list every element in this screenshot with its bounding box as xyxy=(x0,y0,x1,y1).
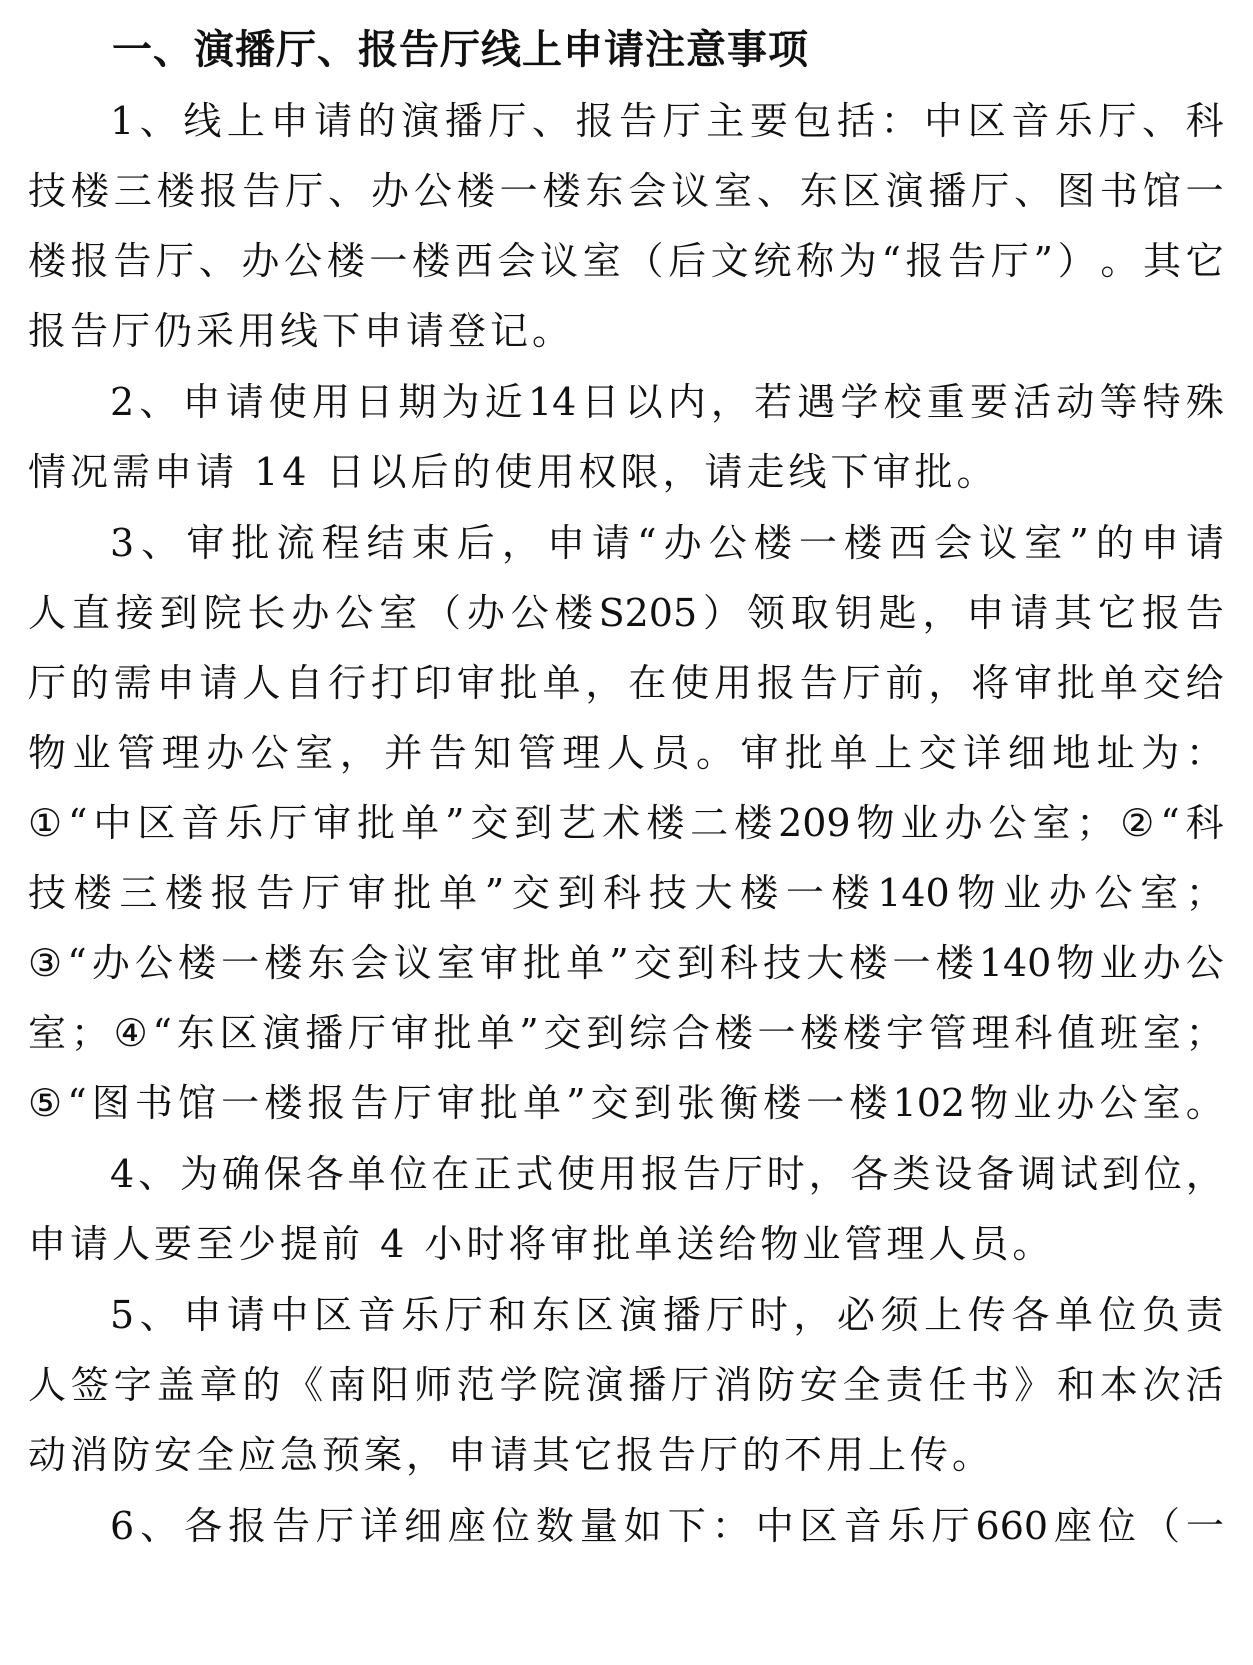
paragraph-line: 楼 报 告 厅 、 办 公 楼 一 楼 西 会 议 室 （ 后 文 统 称 为 “ 报 告 厅 ” ） 。 其 它 xyxy=(28,239,1224,283)
paragraph-line: 3 、 审 批 流 程 结 束 后 ， 申 请 “ 办 公 楼 一 楼 西 会 议 室 ” 的 申 请 xyxy=(110,521,1224,565)
paragraph-line: 厅 的 需 申 请 人 自 行 打 印 审 批 单 ， 在 使 用 报 告 厅 前 ， 将 审 批 单 交 给 xyxy=(28,661,1224,705)
paragraph-line: 申请人要至少提前 4 小时将审批单送给物业管理人员。 xyxy=(28,1222,1055,1266)
paragraph-line: 技 楼 三 楼 报 告 厅 、 办 公 楼 一 楼 东 会 议 室 、 东 区 演 播 厅 、 图 书 馆 一 xyxy=(28,169,1224,213)
paragraph-line: 技 楼 三 楼 报 告 厅 审 批 单 ” 交 到 科 技 大 楼 一 楼 140 物 业 办 公 室 ； xyxy=(28,871,1224,915)
paragraph-line: 6 、 各 报 告 厅 详 细 座 位 数 量 如 下 ： 中 区 音 乐 厅 660 座 位 （ 一 xyxy=(110,1504,1224,1548)
section-heading: 一、演播厅、报告厅线上申请注意事项 xyxy=(112,27,809,73)
paragraph-line: 2 、 申 请 使 用 日 期 为 近 14 日 以 内 ， 若 遇 学 校 重 要 活 动 等 特 殊 xyxy=(110,380,1224,424)
paragraph-line: 室 ； ④ “ 东 区 演 播 厅 审 批 单 ” 交 到 综 合 楼 一 楼 楼 宇 管 理 科 值 班 室 ； xyxy=(28,1011,1224,1055)
paragraph-line: ③ “ 办 公 楼 一 楼 东 会 议 室 审 批 单 ” 交 到 科 技 大 楼 一 楼 140 物 业 办 公 xyxy=(28,941,1224,985)
paragraph-line: 动消防安全应急预案，申请其它报告厅的不用上传。 xyxy=(28,1433,995,1477)
paragraph-line: ① “ 中 区 音 乐 厅 审 批 单 ” 交 到 艺 术 楼 二 楼 209 物 业 办 公 室 ； ② “ 科 xyxy=(28,801,1224,845)
paragraph-line: 4 、 为 确 保 各 单 位 在 正 式 使 用 报 告 厅 时 ， 各 类 设 备 调 试 到 位 ， xyxy=(110,1152,1224,1196)
paragraph-line: 5 、 申 请 中 区 音 乐 厅 和 东 区 演 播 厅 时 ， 必 须 上 传 各 单 位 负 责 xyxy=(110,1293,1224,1337)
paragraph-line: 人 直 接 到 院 长 办 公 室 （ 办 公 楼 S205 ） 领 取 钥 匙 ， 申 请 其 它 报 告 xyxy=(28,591,1224,635)
paragraph-line: 物 业 管 理 办 公 室 ， 并 告 知 管 理 人 员 。 审 批 单 上 交 详 细 地 址 为 ： xyxy=(28,731,1224,775)
paragraph-line: ⑤ “ 图 书 馆 一 楼 报 告 厅 审 批 单 ” 交 到 张 衡 楼 一 楼 102 物 业 办 公 室 。 xyxy=(28,1081,1224,1125)
paragraph-line: 报告厅仍采用线下申请登记。 xyxy=(28,309,575,353)
paragraph-line: 情况需申请 14 日以后的使用权限，请走线下审批。 xyxy=(28,450,999,494)
paragraph-line: 人 签 字 盖 章 的 《 南 阳 师 范 学 院 演 播 厅 消 防 安 全 责 任 书 》 和 本 次 活 xyxy=(28,1363,1224,1407)
paragraph-line: 1 、 线 上 申 请 的 演 播 厅 、 报 告 厅 主 要 包 括 ： 中 区 音 乐 厅 、 科 xyxy=(110,99,1224,143)
